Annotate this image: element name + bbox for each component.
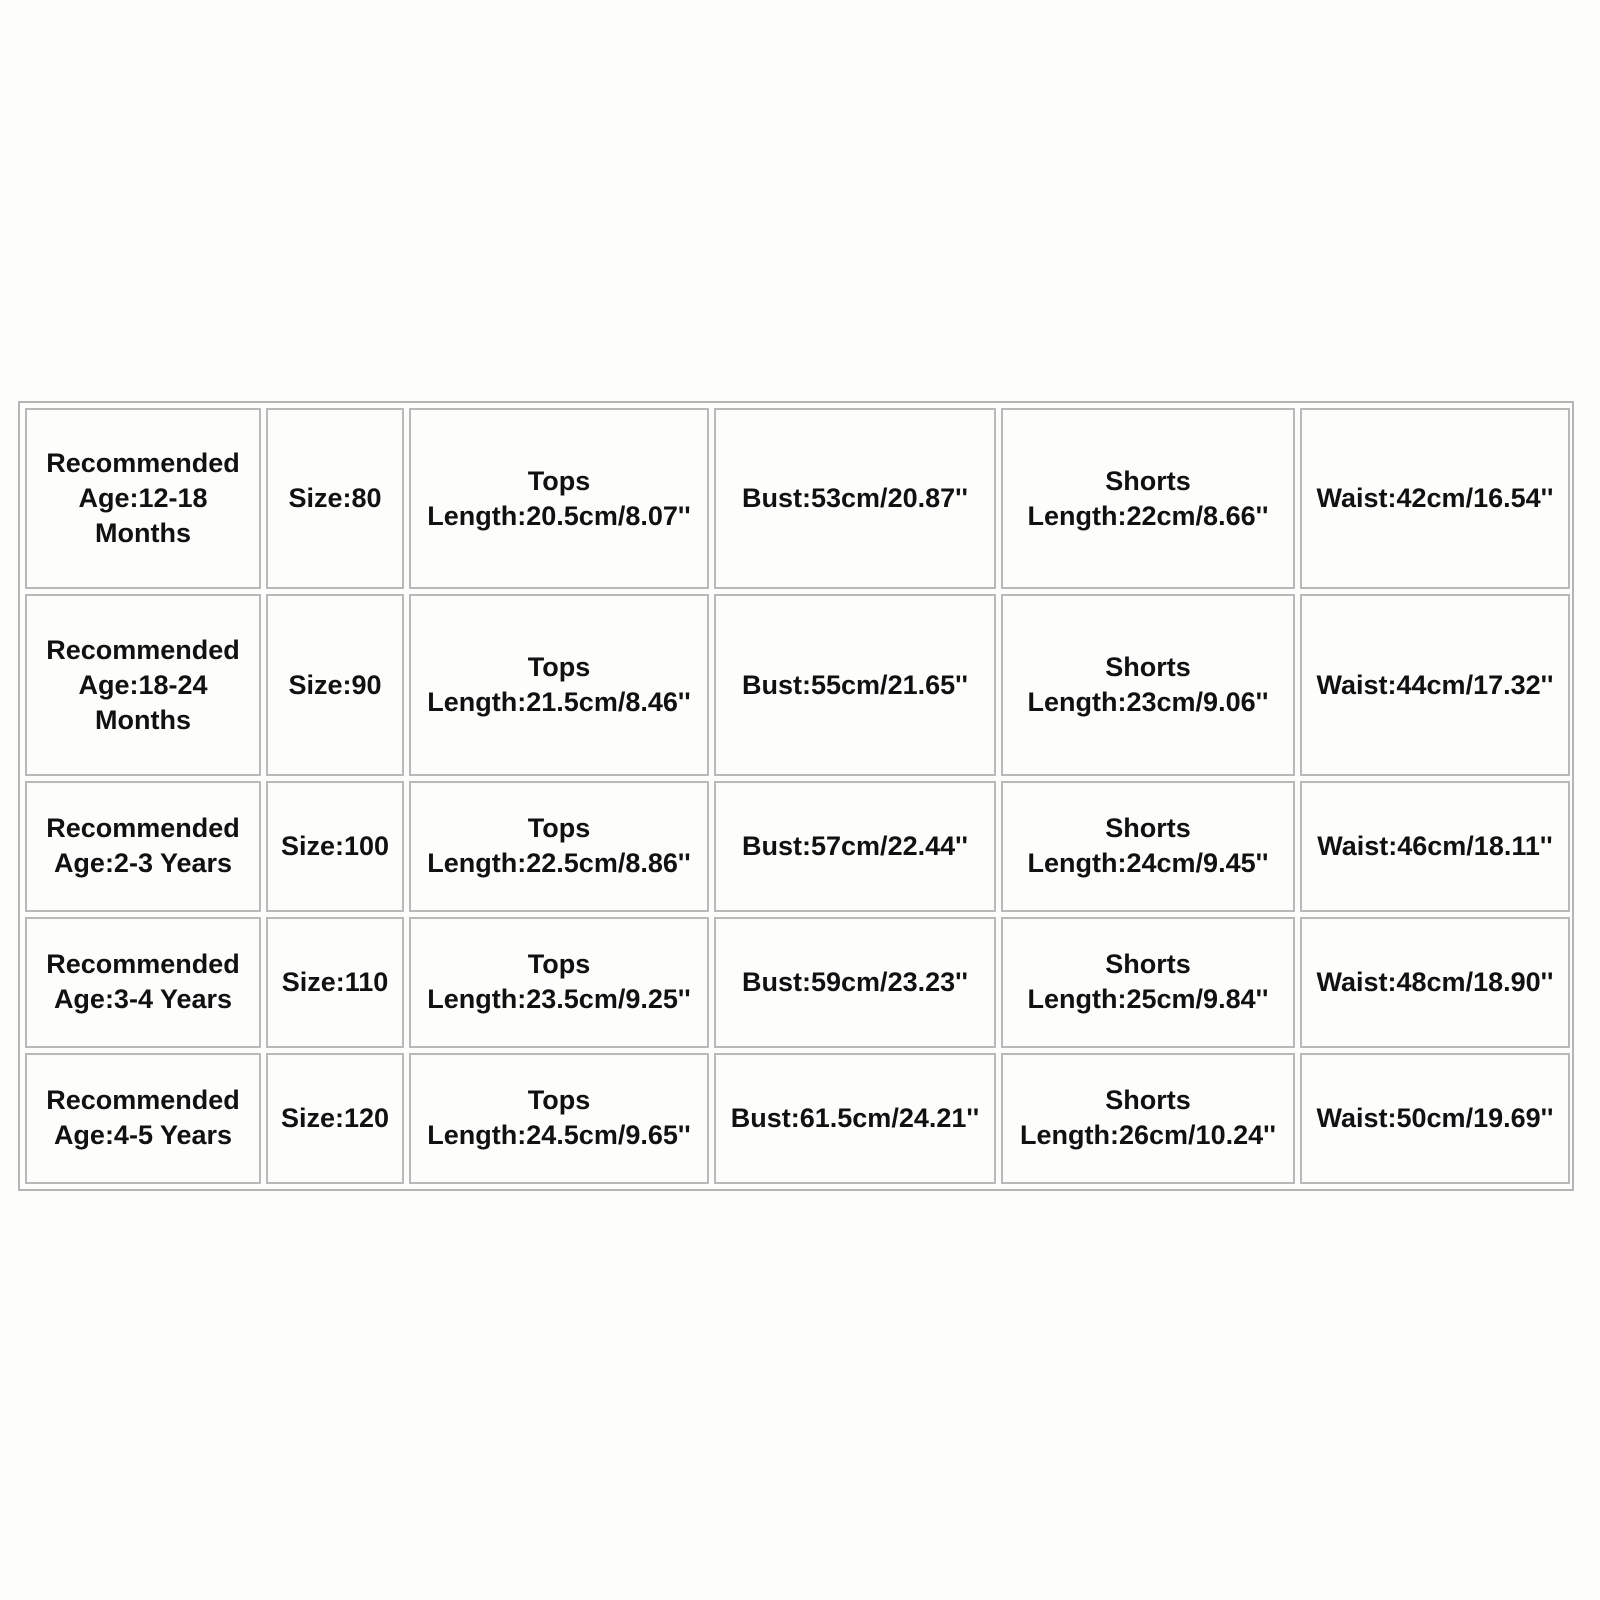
bust-value: Bust:55cm/21.65''	[742, 669, 968, 700]
size-cell	[266, 917, 404, 1048]
waist-value: Waist:50cm/19.69''	[1316, 1102, 1554, 1133]
size-label: Size:100	[280, 830, 390, 861]
shorts-label: Shorts	[1105, 813, 1191, 844]
waist-value: Waist:42cm/16.54''	[1316, 483, 1554, 514]
age-line: Age:3-4 Years	[53, 984, 233, 1015]
size-label: Size:110	[281, 966, 389, 997]
shorts-label: Shorts	[1105, 949, 1191, 980]
age-line: Recommended	[46, 813, 240, 844]
age-cell	[25, 594, 261, 775]
bust-cell	[714, 408, 996, 589]
tops-length-cell	[409, 408, 709, 589]
waist-value: Waist:48cm/18.90''	[1316, 966, 1554, 997]
tops-length-value: Length:24.5cm/9.65''	[427, 1120, 691, 1151]
tops-length-value: Length:20.5cm/8.07''	[427, 500, 691, 531]
age-cell	[25, 781, 261, 912]
size-label: Size:80	[288, 483, 382, 514]
size-cell	[266, 1053, 404, 1184]
table-row	[25, 408, 1570, 589]
tops-label: Tops	[527, 949, 591, 980]
size-chart-table	[20, 403, 1575, 1189]
tops-length-value: Length:21.5cm/8.46''	[427, 687, 691, 718]
age-line: Months	[95, 518, 191, 549]
tops-length-cell	[409, 594, 709, 775]
bust-value: Bust:61.5cm/24.21''	[730, 1102, 980, 1133]
shorts-length-cell	[1001, 594, 1295, 775]
waist-cell	[1300, 781, 1570, 912]
size-chart-table-frame	[18, 401, 1574, 1191]
waist-value: Waist:44cm/17.32''	[1316, 669, 1554, 700]
size-cell	[266, 594, 404, 775]
shorts-length-value: Length:26cm/10.24''	[1020, 1120, 1276, 1151]
waist-cell	[1300, 1053, 1570, 1184]
age-line: Recommended	[46, 448, 240, 479]
tops-length-cell	[409, 917, 709, 1048]
tops-label: Tops	[527, 1085, 591, 1116]
table-row	[25, 594, 1570, 775]
age-line: Age:2-3 Years	[53, 848, 233, 879]
shorts-length-cell	[1001, 917, 1295, 1048]
size-cell	[266, 408, 404, 589]
waist-cell	[1300, 408, 1570, 589]
shorts-length-value: Length:24cm/9.45''	[1027, 848, 1269, 879]
waist-cell	[1300, 594, 1570, 775]
bust-cell	[714, 1053, 996, 1184]
bust-cell	[714, 594, 996, 775]
bust-value: Bust:53cm/20.87''	[742, 483, 968, 514]
tops-length-value: Length:23.5cm/9.25''	[427, 984, 691, 1015]
tops-label: Tops	[527, 652, 591, 683]
tops-label: Tops	[527, 465, 591, 496]
tops-label: Tops	[527, 813, 591, 844]
bust-cell	[714, 781, 996, 912]
shorts-label: Shorts	[1105, 1085, 1191, 1116]
shorts-length-cell	[1001, 781, 1295, 912]
bust-cell	[714, 917, 996, 1048]
age-line: Recommended	[46, 634, 240, 665]
shorts-length-value: Length:25cm/9.84''	[1027, 984, 1269, 1015]
shorts-label: Shorts	[1105, 465, 1191, 496]
bust-value: Bust:59cm/23.23''	[742, 966, 968, 997]
tops-length-value: Length:22.5cm/8.86''	[427, 848, 691, 879]
bust-value: Bust:57cm/22.44''	[742, 830, 968, 861]
table-row	[25, 1053, 1570, 1184]
age-line: Age:4-5 Years	[53, 1120, 233, 1151]
tops-length-cell	[409, 1053, 709, 1184]
age-line: Recommended	[46, 1085, 240, 1116]
size-cell	[266, 781, 404, 912]
size-label: Size:90	[288, 669, 382, 700]
age-line: Months	[95, 704, 191, 735]
shorts-length-cell	[1001, 408, 1295, 589]
waist-cell	[1300, 917, 1570, 1048]
age-line: Age:18-24	[78, 669, 208, 700]
age-line: Recommended	[46, 949, 240, 980]
shorts-label: Shorts	[1105, 652, 1191, 683]
shorts-length-value: Length:22cm/8.66''	[1027, 500, 1269, 531]
tops-length-cell	[409, 781, 709, 912]
shorts-length-cell	[1001, 1053, 1295, 1184]
size-label: Size:120	[280, 1102, 390, 1133]
table-row	[25, 781, 1570, 912]
table-row	[25, 917, 1570, 1048]
shorts-length-value: Length:23cm/9.06''	[1027, 687, 1269, 718]
age-cell	[25, 1053, 261, 1184]
age-cell	[25, 408, 261, 589]
waist-value: Waist:46cm/18.11''	[1317, 830, 1553, 861]
age-cell	[25, 917, 261, 1048]
age-line: Age:12-18	[78, 483, 208, 514]
